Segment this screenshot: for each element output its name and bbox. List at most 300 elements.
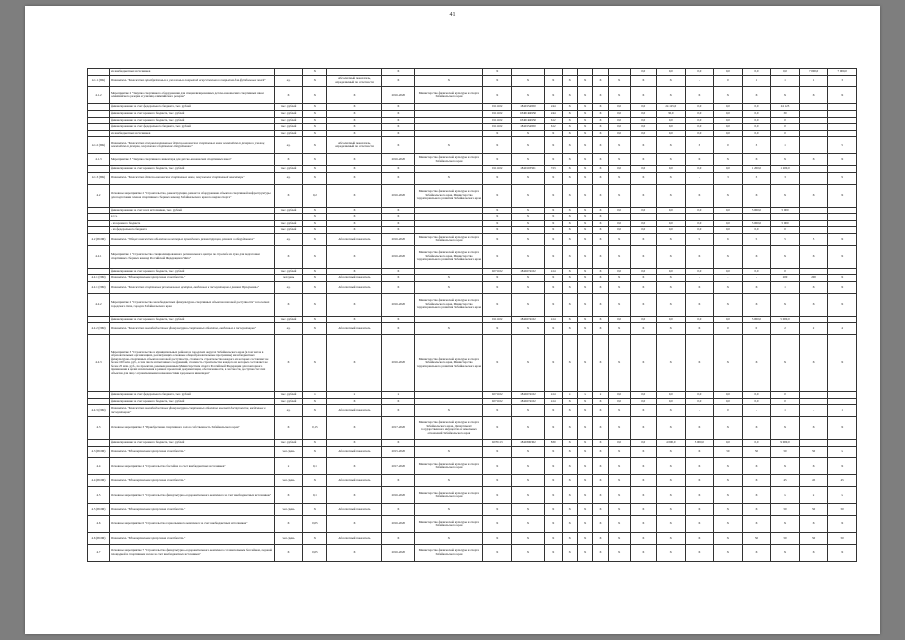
table-cell: 1840274102 — [512, 316, 545, 323]
table-cell: X — [382, 405, 415, 417]
table-cell: 0,0 — [656, 227, 685, 234]
row-title-cell: финансирование за счет федерального бюджета, тыс. рублей — [109, 104, 274, 111]
table-cell: X — [608, 293, 630, 316]
table-cell: ед. — [274, 172, 303, 184]
table-cell: X — [608, 544, 630, 561]
table-cell: 0,0 — [714, 166, 743, 173]
table-cell: X — [512, 487, 545, 504]
table-cell: X — [593, 458, 608, 475]
table-cell: 0111102 — [483, 166, 512, 173]
table-cell: 0,0 — [742, 398, 771, 405]
table-cell: 0111102 — [483, 117, 512, 124]
table-cell — [828, 220, 857, 227]
table-cell: X — [630, 75, 656, 87]
table-cell: X — [593, 405, 608, 417]
table-cell: X — [512, 172, 545, 184]
table-cell: X — [274, 154, 303, 166]
table-cell: 50 — [771, 504, 800, 516]
row-number-cell: 4.5 — [88, 487, 110, 504]
table-cell: X — [799, 544, 828, 561]
table-cell: X — [714, 533, 743, 545]
table-cell: Абсолютный показатель — [327, 323, 382, 335]
table-cell: 0,0 — [685, 117, 714, 124]
table-cell: x — [771, 487, 800, 504]
table-cell: X — [714, 516, 743, 533]
table-cell — [415, 69, 483, 76]
table-cell: X — [382, 207, 415, 214]
table-cell: X — [828, 154, 857, 166]
table-cell: X — [577, 233, 592, 245]
table-cell: чел./день — [274, 504, 303, 516]
table-cell: X — [608, 184, 630, 207]
table-cell: X — [577, 130, 592, 137]
table-cell: X — [327, 440, 382, 447]
table-cell: X — [303, 405, 327, 417]
table-cell — [274, 214, 303, 221]
table-row — [88, 281, 857, 293]
table-cell: X — [327, 458, 382, 475]
table-cell — [415, 440, 483, 447]
table-cell — [630, 214, 656, 221]
table-cell: X — [608, 504, 630, 516]
table-row — [88, 533, 857, 545]
table-cell: X — [593, 398, 608, 405]
table-cell — [544, 69, 562, 76]
table-cell — [799, 398, 828, 405]
table-cell: X — [303, 533, 327, 545]
table-cell: X — [593, 233, 608, 245]
table-cell: X — [483, 275, 512, 282]
table-cell: X — [656, 544, 685, 561]
table-cell — [828, 440, 857, 447]
table-cell: X — [303, 475, 327, 487]
table-row — [88, 124, 857, 131]
table-cell: 50 — [828, 504, 857, 516]
row-title-cell: финансирование за счет всех источников, тыс. рублей — [109, 207, 274, 214]
table-cell: 0,0 — [742, 124, 771, 131]
table-cell: тыс. рублей — [274, 110, 303, 117]
table-cell: 1840306302 — [512, 440, 545, 447]
table-cell: - — [685, 275, 714, 282]
table-cell: X — [544, 335, 562, 392]
table-cell — [799, 316, 828, 323]
row-title-cell: - из федерального бюджета — [109, 227, 274, 234]
table-cell: 7 000,0 — [828, 69, 857, 76]
table-cell: X — [483, 154, 512, 166]
table-cell: 5 000,0 — [742, 316, 771, 323]
table-cell: X — [608, 281, 630, 293]
table-cell: X — [562, 117, 577, 124]
table-cell: X — [483, 137, 512, 154]
table-cell: X — [483, 207, 512, 214]
table-cell — [512, 69, 545, 76]
table-cell: X — [771, 335, 800, 392]
table-cell: X — [630, 504, 656, 516]
table-cell — [577, 69, 592, 76]
table-cell: X — [483, 323, 512, 335]
table-row — [88, 137, 857, 154]
table-cell: 0,0 — [656, 124, 685, 131]
row-title-cell: Основное мероприятие 3 "Приобретение спортивного зала в собственность Забайкальского края" — [109, 417, 274, 440]
table-cell: 5 — [828, 137, 857, 154]
table-cell: X — [742, 293, 771, 316]
table-cell: тыс. рублей — [274, 398, 303, 405]
table-cell: X — [483, 504, 512, 516]
table-cell: тыс. рублей — [274, 268, 303, 275]
table-cell: 830 — [544, 440, 562, 447]
table-cell: 4 000,0 — [656, 440, 685, 447]
table-cell: X — [382, 69, 415, 76]
table-cell: X — [382, 275, 415, 282]
table-cell: X — [303, 87, 327, 104]
table-cell: 0,0 — [608, 207, 630, 214]
row-title-cell: финансирование за счет краевого бюджета, тыс. рублей — [109, 110, 274, 117]
table-cell: X — [685, 184, 714, 207]
table-cell: X — [327, 227, 382, 234]
table-cell: 0,0 — [608, 130, 630, 137]
table-cell: X — [593, 214, 608, 221]
table-cell — [828, 268, 857, 275]
table-cell: X — [303, 227, 327, 234]
table-cell: тыс. рублей — [274, 316, 303, 323]
table-cell: X — [630, 233, 656, 245]
table-cell: X — [656, 245, 685, 268]
table-cell — [608, 214, 630, 221]
table-cell: X — [577, 214, 592, 221]
row-number-cell: 4.3 — [88, 417, 110, 440]
table-cell: X — [274, 417, 303, 440]
table-cell: 0,05 — [303, 516, 327, 533]
table-cell: X — [483, 184, 512, 207]
table-cell: X — [799, 293, 828, 316]
table-cell: X — [714, 154, 743, 166]
table-cell: X — [382, 475, 415, 487]
table-cell: X — [630, 544, 656, 561]
row-title-cell: Мероприятие 1 "Строительство специализированного регионального центра по стрельбе из лука для подготовки спортивных сборных команд Российской Федерации в Чите" — [109, 245, 274, 268]
row-title-cell: из внебюджетных источников — [109, 130, 274, 137]
table-cell: X — [593, 75, 608, 87]
table-row — [88, 87, 857, 104]
table-cell: Абсолютный показатель — [327, 533, 382, 545]
table-cell: X — [630, 293, 656, 316]
table-cell: X — [562, 245, 577, 268]
table-cell: X — [608, 87, 630, 104]
table-cell: X — [327, 516, 382, 533]
table-cell: X — [483, 233, 512, 245]
program-table — [87, 68, 857, 562]
table-cell: X — [415, 323, 483, 335]
table-cell: X — [483, 405, 512, 417]
table-cell: X — [382, 75, 415, 87]
table-row — [88, 405, 857, 417]
table-cell: 2016-2020 — [382, 516, 415, 533]
table-cell: X — [630, 458, 656, 475]
table-cell: X — [685, 446, 714, 458]
table-cell: 2016-2020 — [382, 293, 415, 316]
row-number-cell: 4.6 (ПОМ) — [88, 533, 110, 545]
table-cell: X — [608, 245, 630, 268]
row-number-cell — [88, 166, 110, 173]
table-cell: X — [608, 275, 630, 282]
table-cell: 30,0 — [656, 110, 685, 117]
table-cell: X — [327, 293, 382, 316]
table-cell: X — [799, 516, 828, 533]
table-cell: тыс. рублей — [274, 130, 303, 137]
table-cell — [415, 166, 483, 173]
table-cell: X — [512, 281, 545, 293]
table-cell: тыс. рублей — [274, 207, 303, 214]
table-cell: X — [303, 323, 327, 335]
table-cell: X — [415, 405, 483, 417]
table-cell: X — [593, 184, 608, 207]
table-cell: X — [593, 417, 608, 440]
table-cell — [799, 268, 828, 275]
table-cell: 0,0 — [742, 392, 771, 399]
table-cell: X — [742, 417, 771, 440]
table-cell: X — [303, 117, 327, 124]
table-cell: X — [483, 533, 512, 545]
table-cell: X — [771, 458, 800, 475]
table-cell: 0,0 — [608, 398, 630, 405]
table-cell: X — [544, 154, 562, 166]
table-cell: X — [828, 544, 857, 561]
table-cell: 0111102 — [483, 124, 512, 131]
table-cell: Министерство физической культуры и спорта Забайкальского края, Министерство территориального развития Забайкальского края — [415, 335, 483, 392]
table-cell: 5 — [685, 233, 714, 245]
table-cell: X — [593, 87, 608, 104]
table-cell: X — [593, 207, 608, 214]
table-cell: 6 — [714, 233, 743, 245]
table-cell: X — [382, 227, 415, 234]
table-cell: тыс. рублей — [274, 117, 303, 124]
table-cell: X — [512, 335, 545, 392]
table-cell: 4 — [828, 323, 857, 335]
table-cell: x — [799, 487, 828, 504]
table-cell: X — [593, 110, 608, 117]
table-cell: X — [630, 533, 656, 545]
row-title-cell: Основное мероприятие 2 "Строительство, реконструкция, ремонт и оборудование объектов спортивной инфраструктуры для подготовки членов спортивных сборных команд Забайкальского края по видам спорта" — [109, 184, 274, 207]
table-cell: X — [303, 233, 327, 245]
table-cell: 0,0 — [714, 392, 743, 399]
table-cell: X — [593, 227, 608, 234]
table-cell: X — [742, 154, 771, 166]
row-number-cell: 4.1.1 (ПК) — [88, 75, 110, 87]
table-cell: тыс. рублей — [274, 440, 303, 447]
row-number-cell: 4.4 — [88, 458, 110, 475]
table-cell: X — [656, 335, 685, 392]
table-cell: X — [577, 172, 592, 184]
table-cell: X — [544, 417, 562, 440]
table-cell: X — [544, 446, 562, 458]
table-cell: 1 — [771, 281, 800, 293]
table-cell: 0,0 — [630, 316, 656, 323]
table-cell: 0 — [742, 323, 771, 335]
table-cell: X — [577, 293, 592, 316]
table-cell: X — [593, 275, 608, 282]
table-row — [88, 398, 857, 405]
table-cell: X — [562, 544, 577, 561]
table-cell: 24 125,0 — [656, 104, 685, 111]
table-cell: X — [593, 281, 608, 293]
table-cell: X — [544, 504, 562, 516]
table-cell: X — [593, 440, 608, 447]
table-cell: 244 — [544, 110, 562, 117]
row-number-cell — [88, 268, 110, 275]
table-cell: 414 — [544, 392, 562, 399]
table-cell: X — [799, 458, 828, 475]
table-cell: 0,0 — [714, 130, 743, 137]
row-title-cell: Показатель "Количество специализированных детско-юношеских спортивных школ олимпийского резерва и училищ олимпийского резерва, получивших спортивное оборудование" — [109, 137, 274, 154]
table-cell: X — [771, 417, 800, 440]
row-title-cell: Показатель "Количество малобюджетных физкультурно-спортивных объектов шаговой доступности, введенных в эксплуатацию" — [109, 405, 274, 417]
table-cell: X — [544, 207, 562, 214]
table-cell: тыс. рублей — [274, 166, 303, 173]
table-row — [88, 233, 857, 245]
table-cell: X — [483, 130, 512, 137]
table-cell: X — [608, 487, 630, 504]
table-cell: X — [577, 504, 592, 516]
table-cell: 0,0 — [685, 268, 714, 275]
row-title-cell: - из краевого бюджета — [109, 220, 274, 227]
row-number-cell — [88, 214, 110, 221]
table-cell: 0,0 — [656, 69, 685, 76]
table-cell: X — [577, 446, 592, 458]
table-cell: X — [656, 233, 685, 245]
table-cell: 2016-2020 — [382, 154, 415, 166]
table-cell: X — [577, 184, 592, 207]
table-cell: 18401R4950 — [512, 117, 545, 124]
table-cell: x — [382, 392, 415, 399]
row-title-cell: финансирование за счет краевого бюджета, тыс. рублей — [109, 440, 274, 447]
table-cell: 2017-2020 — [382, 417, 415, 440]
table-cell: 0,0 — [608, 124, 630, 131]
table-cell: ед. — [274, 323, 303, 335]
table-cell: X — [327, 124, 382, 131]
table-cell: X — [714, 281, 743, 293]
table-cell: 0,0 — [714, 69, 743, 76]
table-cell: X — [685, 245, 714, 268]
table-cell: X — [303, 154, 327, 166]
table-cell: X — [630, 184, 656, 207]
table-cell: 0,0 — [742, 440, 771, 447]
table-cell: 1 200,0 — [771, 166, 800, 173]
table-cell: X — [630, 516, 656, 533]
table-cell: 0,0 — [685, 398, 714, 405]
table-cell: Абсолютный показатель — [327, 275, 382, 282]
table-cell: 0,0 — [742, 227, 771, 234]
table-cell: X — [544, 75, 562, 87]
table-cell: X — [714, 335, 743, 392]
table-cell: X — [562, 137, 577, 154]
table-cell: X — [562, 87, 577, 104]
table-cell — [415, 117, 483, 124]
table-cell: 0,1 — [303, 458, 327, 475]
table-cell: 414 — [544, 398, 562, 405]
table-cell: X — [577, 417, 592, 440]
table-cell: X — [742, 475, 771, 487]
table-cell: X — [512, 293, 545, 316]
table-cell: 0,0 — [630, 166, 656, 173]
table-cell: X — [630, 475, 656, 487]
table-cell: 5 000,0 — [685, 440, 714, 447]
table-cell: X — [577, 124, 592, 131]
table-row — [88, 154, 857, 166]
table-cell: X — [544, 544, 562, 561]
table-cell: X — [382, 110, 415, 117]
table-cell: 2 — [799, 323, 828, 335]
row-title-cell: Показатель "Количество детско-юношеских спортивных школ, получивших спортивный инвентарь" — [109, 172, 274, 184]
table-cell: X — [771, 184, 800, 207]
table-cell: - — [714, 275, 743, 282]
table-cell: X — [630, 87, 656, 104]
table-cell: 0,0 — [630, 398, 656, 405]
table-cell: X — [483, 87, 512, 104]
table-cell: X — [608, 233, 630, 245]
row-number-cell: 4.2.1 — [88, 245, 110, 268]
table-cell: 0,0 — [685, 110, 714, 117]
table-cell: X — [593, 323, 608, 335]
table-cell: 0,0 — [771, 69, 800, 76]
table-cell: 0,0 — [630, 124, 656, 131]
table-cell: 0,05 — [303, 544, 327, 561]
table-cell: X — [771, 245, 800, 268]
table-cell: X — [512, 533, 545, 545]
table-cell: 24 125 — [771, 104, 800, 111]
table-cell: X — [685, 293, 714, 316]
table-cell: X — [327, 417, 382, 440]
table-cell: X — [577, 475, 592, 487]
table-cell: X — [742, 281, 771, 293]
table-cell: X — [512, 275, 545, 282]
table-cell: X — [512, 184, 545, 207]
table-cell: X — [544, 220, 562, 227]
table-cell: 0,0 — [685, 392, 714, 399]
table-cell: ед. — [274, 405, 303, 417]
table-cell: Министерство физической культуры и спорта Забайкальского края — [415, 544, 483, 561]
table-cell: 2015-2020 — [382, 446, 415, 458]
table-cell: X — [608, 75, 630, 87]
table-row — [88, 275, 857, 282]
table-cell: 0,0 — [608, 392, 630, 399]
table-cell: 50 — [799, 446, 828, 458]
table-cell: 0,0 — [742, 117, 771, 124]
row-number-cell — [88, 227, 110, 234]
table-cell: X — [608, 446, 630, 458]
table-cell: X — [608, 516, 630, 533]
table-cell: X — [685, 335, 714, 392]
table-cell: X — [685, 87, 714, 104]
table-row — [88, 227, 857, 234]
table-cell: X — [483, 293, 512, 316]
table-cell — [593, 69, 608, 76]
table-cell: тыс. рублей — [274, 392, 303, 399]
table-cell: 2016-2020 — [382, 87, 415, 104]
row-number-cell: 4.3 (ПОМ) — [88, 446, 110, 458]
table-cell: 0271102 — [483, 398, 512, 405]
table-cell: X — [303, 69, 327, 76]
table-cell: 0,0 — [630, 268, 656, 275]
table-cell: X — [562, 130, 577, 137]
table-cell: ед. — [274, 281, 303, 293]
table-row — [88, 446, 857, 458]
table-cell: X — [577, 110, 592, 117]
table-cell: X — [685, 544, 714, 561]
table-cell: 2016-2020 — [382, 487, 415, 504]
table-cell: X — [593, 117, 608, 124]
table-cell — [799, 207, 828, 214]
table-cell: X — [512, 544, 545, 561]
table-cell: X — [799, 87, 828, 104]
